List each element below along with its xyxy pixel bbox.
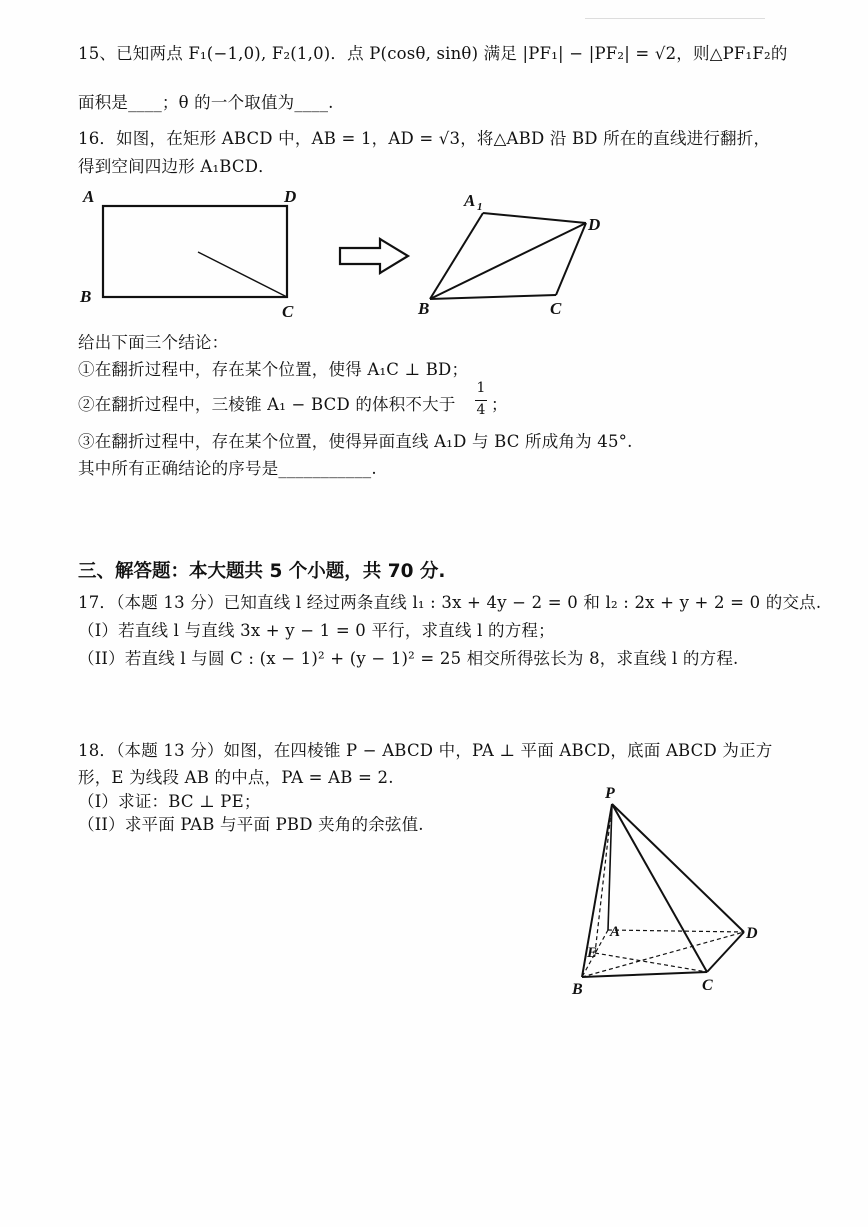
q16-conclusion-1: ①在翻折过程中，存在某个位置，使得 A₁C ⊥ BD； <box>78 360 469 379</box>
rectangle-abcd-figure <box>75 180 305 320</box>
q16-conclusions-intro: 给出下面三个结论： <box>78 333 229 352</box>
edge-cd <box>556 223 586 295</box>
scan-edge-mark <box>585 18 765 19</box>
transform-arrow-icon <box>336 236 414 276</box>
label-C: C <box>702 977 713 994</box>
q16-ask: 其中所有正确结论的序号是___________. <box>78 459 377 478</box>
edge-ad <box>608 930 744 932</box>
label-D: D <box>746 925 758 942</box>
pyramid-figure <box>565 780 775 1000</box>
fraction-denominator: 4 <box>476 402 486 418</box>
edge-bc <box>430 295 556 299</box>
q18-line2: 形，E 为线段 AB 的中点，PA = AB = 2. <box>78 768 394 787</box>
label-D: D <box>588 215 601 234</box>
label-C: C <box>550 299 562 318</box>
folded-quadrilateral-figure <box>410 183 610 323</box>
label-A: A <box>610 924 621 940</box>
label-E: E <box>587 945 598 961</box>
edge-bc <box>582 972 707 977</box>
label-A1-sub: 1 <box>477 201 483 213</box>
label-B: B <box>572 981 583 998</box>
partial-diagonal <box>198 252 287 297</box>
label-B: B <box>418 299 430 318</box>
q17-part1: （I）若直线 l 与直线 3x + y − 1 = 0 平行，求直线 l 的方程； <box>78 621 555 640</box>
q18-line1: 18．（本题 13 分）如图，在四棱锥 P − ABCD 中，PA ⊥ 平面 ABCD，底面 ABCD 为正方 <box>78 741 773 760</box>
label-A1: A <box>464 191 476 210</box>
q15-line2: 面积是____；θ 的一个取值为____. <box>78 93 334 112</box>
edge-a1d <box>483 213 586 223</box>
q17-line1: 17．（本题 13 分）已知直线 l 经过两条直线 l₁ : 3x + 4y − 2 = 0 和 l₂ : 2x + y + 2 = 0 的交点. <box>78 593 822 612</box>
label-D: D <box>284 187 297 206</box>
q16-line2: 得到空间四边形 A₁BCD． <box>78 157 275 176</box>
q18-part1: （I）求证：BC ⊥ PE； <box>78 792 261 811</box>
q16-conclusion-2: ②在翻折过程中，三棱锥 A₁ − BCD 的体积不大于 <box>78 395 456 414</box>
q15-line1: 15、已知两点 F₁(−1,0), F₂(1,0)．点 P(cosθ, sinθ) 满足 |PF₁| − |PF₂| = √2，则△PF₁F₂的 <box>78 44 788 63</box>
label-B: B <box>80 287 92 306</box>
q18-part2: （II）求平面 PAB 与平面 PBD 夹角的余弦值. <box>78 815 424 834</box>
fraction-numerator: 1 <box>476 380 486 396</box>
q17-part2: （II）若直线 l 与圆 C : (x − 1)² + (y − 1)² = 25 相交所得弦长为 8，求直线 l 的方程. <box>78 649 739 668</box>
q16-line1: 16．如图，在矩形 ABCD 中，AB = 1，AD = √3，将△ABD 沿 BD 所在的直线进行翻折， <box>78 129 771 148</box>
label-C: C <box>282 302 294 320</box>
label-A: A <box>83 187 95 206</box>
label-P: P <box>605 785 615 802</box>
edge-pd <box>612 804 744 932</box>
fraction-bar <box>475 400 487 401</box>
q16-conclusion-3: ③在翻折过程中，存在某个位置，使得异面直线 A₁D 与 BC 所成角为 45°. <box>78 432 633 451</box>
edge-cd <box>707 932 744 972</box>
q16-conclusion-2-end: ； <box>491 395 508 414</box>
section-3-title: 三、解答题：本大题共 5 个小题，共 70 分. <box>78 561 446 582</box>
edge-bd <box>582 932 744 977</box>
